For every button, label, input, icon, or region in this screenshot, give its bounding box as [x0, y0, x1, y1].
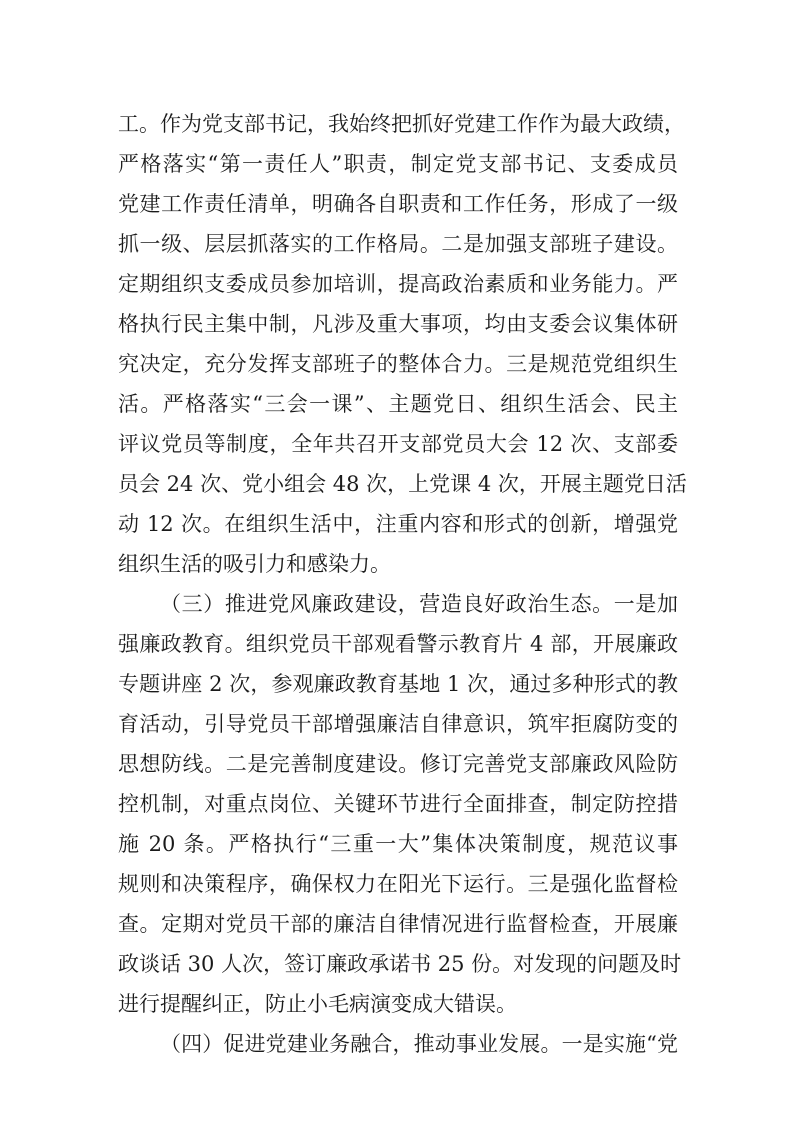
text-line: 专题讲座 2 次，参观廉政教育基地 1 次，通过多种形式的教 — [118, 672, 678, 696]
text-line: 施 20 条。严格执行“三重一大”集体决策制度，规范议事 — [118, 832, 678, 856]
text-line: 育活动，引导党员干部增强廉洁自律意识，筑牢拒腐防变的 — [118, 712, 678, 736]
text-line: 抓一级、层层抓落实的工作格局。二是加强支部班子建设。 — [118, 232, 678, 256]
text-line: 究决定，充分发挥支部班子的整体合力。三是规范党组织生 — [118, 352, 678, 376]
text-line: 规则和决策程序，确保权力在阳光下运行。三是强化监督检 — [118, 872, 678, 896]
text-line: 党建工作责任清单，明确各自职责和工作任务，形成了一级 — [118, 192, 678, 216]
text-line: 强廉政教育。组织党员干部观看警示教育片 4 部，开展廉政 — [118, 632, 678, 656]
text-line: 工。作为党支部书记，我始终把抓好党建工作作为最大政绩， — [118, 112, 685, 136]
text-line: 定期组织支委成员参加培训，提高政治素质和业务能力。严 — [118, 272, 678, 296]
text-line: 格执行民主集中制，凡涉及重大事项，均由支委会议集体研 — [118, 312, 678, 336]
text-line: 评议党员等制度，全年共召开支部党员大会 12 次、支部委 — [118, 432, 678, 456]
text-line: 控机制，对重点岗位、关键环节进行全面排查，制定防控措 — [118, 792, 678, 816]
text-line: 政谈话 30 人次，签订廉政承诺书 25 份。对发现的问题及时 — [118, 952, 682, 976]
section-heading-line: （三）推进党风廉政建设，营造良好政治生态。一是加 — [160, 592, 678, 616]
text-line: 组织生活的吸引力和感染力。 — [118, 552, 391, 576]
section-heading-line: （四）促进党建业务融合，推动事业发展。一是实施“党 — [160, 1032, 678, 1056]
text-line: 进行提醒纠正，防止小毛病演变成大错误。 — [118, 992, 517, 1016]
text-line: 动 12 次。在组织生活中，注重内容和形式的创新，增强党 — [118, 512, 678, 536]
text-line: 活。严格落实“三会一课”、主题党日、组织生活会、民主 — [118, 392, 678, 416]
text-line: 思想防线。二是完善制度建设。修订完善党支部廉政风险防 — [118, 752, 678, 776]
text-line: 查。定期对党员干部的廉洁自律情况进行监督检查，开展廉 — [118, 912, 678, 936]
text-line: 员会 24 次、党小组会 48 次，上党课 4 次，开展主题党日活 — [118, 472, 687, 496]
text-line: 严格落实“第一责任人”职责，制定党支部书记、支委成员 — [118, 152, 678, 176]
